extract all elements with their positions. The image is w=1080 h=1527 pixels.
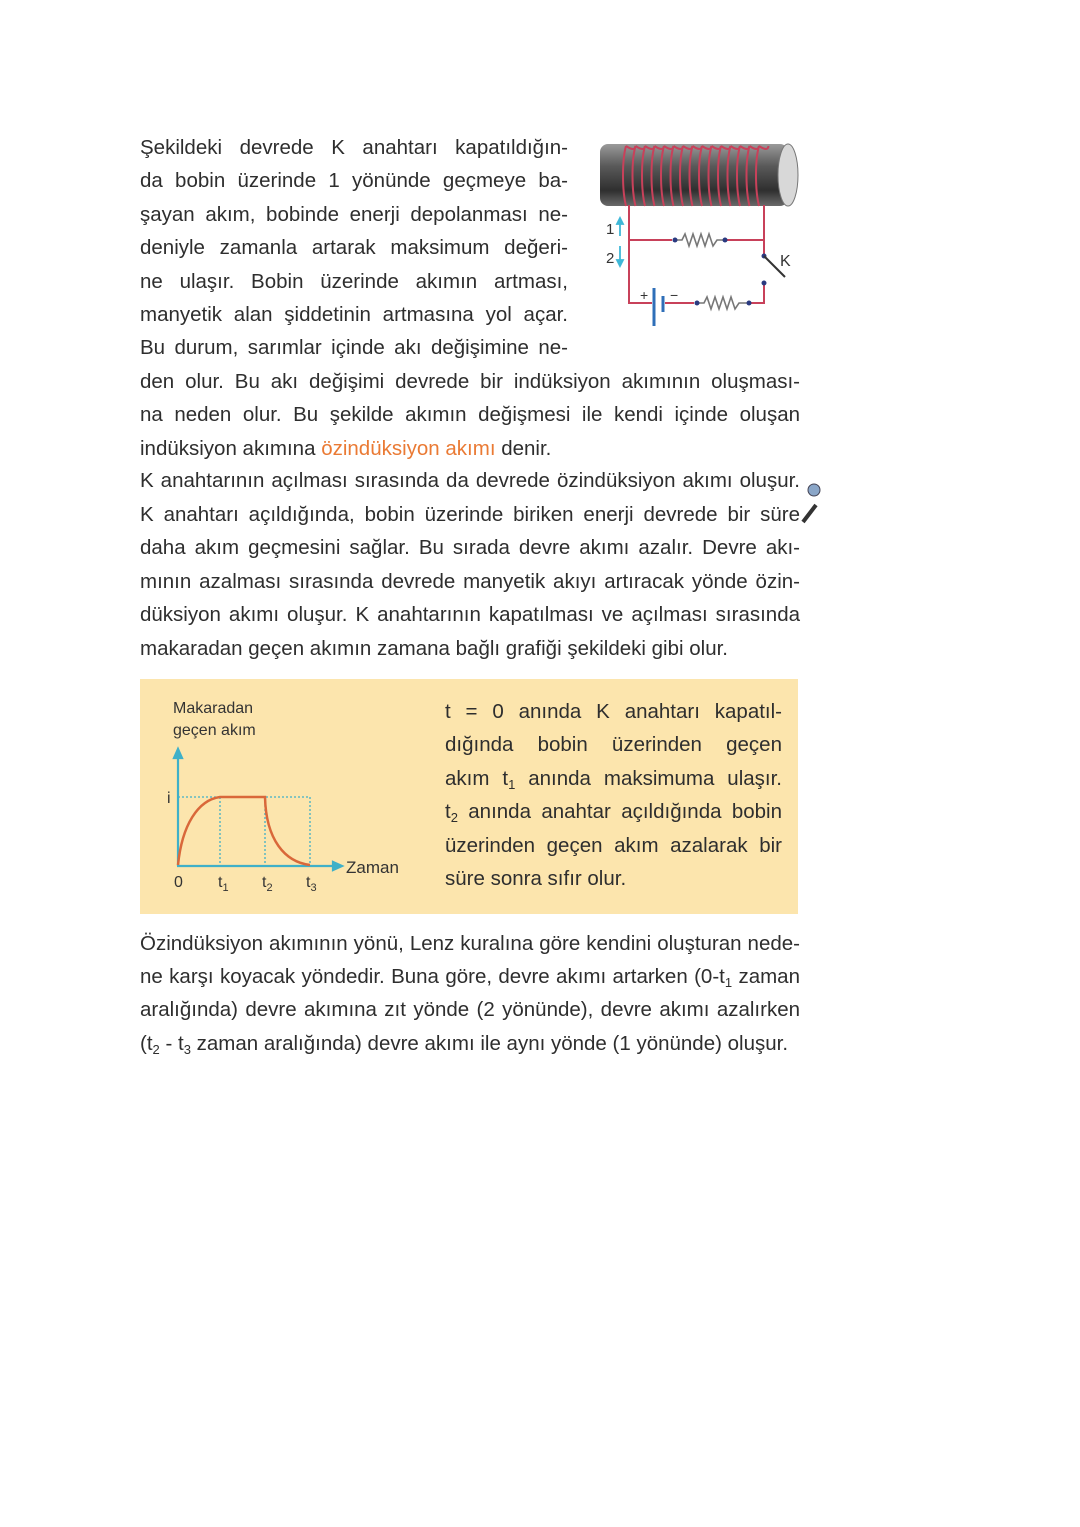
subscript: 1 <box>724 975 733 991</box>
text-segment: aralığında) devre akımına zıt yönde (2 yönünde), devre akımı azalırken <box>140 998 800 1022</box>
text-segment: Özindüksiyon akımının yönü, Lenz kuralına göre kendini oluşturan nede- <box>140 932 800 955</box>
text-segment: daha akım geçmesini sağlar. Bu sırada devre akımı azalır. Devre akı- <box>140 536 800 559</box>
x-tick-label <box>306 874 317 894</box>
text-line <box>445 834 782 858</box>
text-segment: K anahtarının açılması sırasında da devrede özindüksiyon akımı oluşur. <box>140 469 800 492</box>
text-segment: Şekildeki devrede K anahtarı kapatıldığın- <box>140 136 568 159</box>
text-line <box>140 1032 800 1056</box>
direction-label-2: 2 <box>606 250 615 267</box>
battery-plus: + <box>640 287 649 303</box>
text-segment: deniyle zamanla artarak maksimum değeri- <box>140 236 568 260</box>
text-segment: t <box>445 800 451 824</box>
graph-xlabel: Zaman <box>346 858 399 877</box>
graph-guides <box>178 797 310 865</box>
x-tick-text: t <box>262 874 267 891</box>
text-segment: akım t <box>445 766 509 790</box>
current-curve <box>178 797 310 865</box>
text-segment: - t <box>159 1031 184 1055</box>
direction-label-1: 1 <box>606 221 615 238</box>
battery-minus: − <box>670 287 679 303</box>
text-segment: ne karşı koyacak yöndedir. Buna göre, devre akımı artarken (0-t <box>140 965 725 989</box>
x-tick-label <box>218 874 229 894</box>
text-segment: denir. <box>495 436 552 460</box>
text-line <box>445 700 782 724</box>
x-tick-text: 0 <box>174 874 183 891</box>
text-line <box>140 932 800 956</box>
x-tick-text: t <box>218 874 223 891</box>
text-line <box>445 733 782 757</box>
subscript: 2 <box>152 1041 160 1057</box>
text-segment: K anahtarı açıldığında, bobin üzerinde biriken enerji devrede bir süre <box>140 502 800 526</box>
x-tick-text: t <box>306 874 311 891</box>
x-tick-subscript: 3 <box>310 882 317 894</box>
text-segment: anında anahtar açıldığında bobin <box>457 800 782 824</box>
text-segment: şayan akım, bobinde enerji depolanması ne- <box>140 202 568 226</box>
text-segment: da bobin üzerinde 1 yönünde geçmeye ba- <box>140 169 568 193</box>
text-segment: ne ulaşır. Bobin üzerinde akımın artması, <box>140 269 568 293</box>
text-line <box>140 965 800 989</box>
text-line <box>445 867 782 891</box>
text-segment: süre sonra sıfır olur. <box>445 867 627 890</box>
text-segment: zaman <box>732 965 800 989</box>
subscript: 3 <box>183 1041 191 1057</box>
text-segment: indüksiyon akımına <box>140 436 322 460</box>
x-tick-subscript: 1 <box>222 882 229 894</box>
text-line <box>140 998 800 1022</box>
text-line <box>445 767 782 791</box>
y-tick-i: i <box>167 790 171 807</box>
x-tick-label <box>174 874 183 891</box>
x-tick-subscript: 2 <box>266 882 273 894</box>
text-segment: manyetik alan şiddetinin artmasına yol açar. <box>140 303 568 326</box>
text-segment: makaradan geçen akımın zamana bağlı grafiği şekildeki gibi olur. <box>140 636 728 660</box>
text-line <box>445 800 782 824</box>
text-segment: Bu durum, sarımlar içinde akı değişimine ne- <box>140 336 568 360</box>
subscript: 2 <box>450 810 458 826</box>
x-tick-label <box>262 874 273 894</box>
subscript: 1 <box>508 776 516 792</box>
text-segment: üzerinden geçen akım azalarak bir <box>445 833 782 857</box>
text-segment: dığında bobin üzerinden geçen <box>445 733 782 757</box>
text-segment: den olur. Bu akı değişimi devrede bir indüksiyon akımının oluşması- <box>140 369 800 393</box>
graph-ylabel-line2: geçen akım <box>173 722 256 739</box>
graph-ylabel-line1: Makaradan <box>173 700 254 717</box>
text-segment: anında maksimuma ulaşır. <box>515 766 782 790</box>
switch-label-k: K <box>780 253 791 270</box>
text-segment: (t <box>140 1031 153 1055</box>
text-segment: zaman aralığında) devre akımı ile aynı yönde (1 yönünde) oluşur. <box>190 1031 789 1055</box>
highlighted-term: özindüksiyon akımı <box>321 436 496 460</box>
text-segment: mının azalması sırasında devrede manyetik akıyı artıracak yönde özin- <box>140 569 800 593</box>
text-segment: düksiyon akımı oluşur. K anahtarının kapatılması ve açılması sırasında <box>140 603 800 626</box>
text-segment: t = 0 anında K anahtarı kapatıl- <box>445 700 782 723</box>
text-segment: na neden olur. Bu şekilde akımın değişmesi ile kendi içinde oluşan <box>140 403 800 427</box>
